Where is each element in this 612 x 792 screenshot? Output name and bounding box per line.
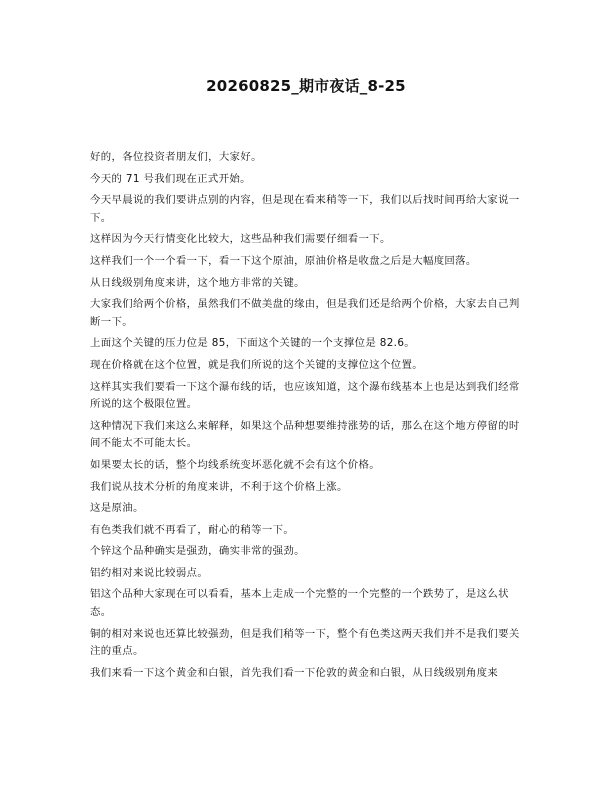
document-body [90,149,522,686]
paragraph: 今天的 71 号我们现在正式开始。 [90,172,251,185]
paragraph: 大家我们给两个价格，虽然我们不做美盘的缘由，但是我们还是给两个价格，大家去自己判断一下。 [90,298,520,328]
paragraph: 我们来看一下这个黄金和白银，首先我们看一下伦敦的黄金和白银，从日线级别角度来 [90,666,499,679]
paragraph: 如果要太长的话，整个均线系统变坏恶化就不会有这个价格。 [90,458,380,471]
paragraph: 铝这个品种大家现在可以看看，基本上走成一个完整的一个完整的一个跌势了，是这么状态。 [90,588,509,619]
paragraph: 这种情况下我们来这么来解释，如果这个品种想要维持涨势的话，那么在这个地方停留的时间不能太不可能太长。 [90,419,520,450]
paragraph: 这是原油。 [90,502,144,515]
paragraph: 这样我们一个一个看一下，看一下这个原油，原油价格是收盘之后是大幅度回落。 [90,254,477,267]
paragraph: 这样因为今天行情变化比较大，这些品种我们需要仔细看一下。 [90,233,391,246]
paragraph: 上面这个关键的压力位是 85，下面这个关键的一个支撑位是 82.6。 [90,337,416,350]
paragraph: 有色类我们就不再看了，耐心的稍等一下。 [90,523,295,536]
paragraph: 现在价格就在这个位置，就是我们所说的这个关键的支撑位这个位置。 [90,358,423,371]
paragraph: 铜的相对来说也还算比较强劲，但是我们稍等一下，整个有色类这两天我们并不是我们要关注的重点。 [90,627,520,658]
paragraph: 这样其实我们要看一下这个瀑布线的话，也应该知道，这个瀑布线基本上也是达到我们经常所说的这个极限位置。 [90,380,520,411]
paragraph: 个锌这个品种确实是强劲，确实非常的强劲。 [90,545,305,558]
paragraph: 好的，各位投资者朋友们，大家好。 [90,151,262,163]
paragraph: 今天早晨说的我们要讲点别的内容，但是现在看来稍等一下，我们以后找时间再给大家说一下。 [90,194,520,224]
paragraph: 从日线级别角度来讲，这个地方非常的关键。 [90,276,305,289]
paragraph: 铝约相对来说比较弱点。 [90,566,209,579]
document-title: 20260825_期市夜话_8-25 [206,77,406,95]
paragraph: 我们说从技术分析的角度来讲，不利于这个价格上涨。 [90,480,348,493]
